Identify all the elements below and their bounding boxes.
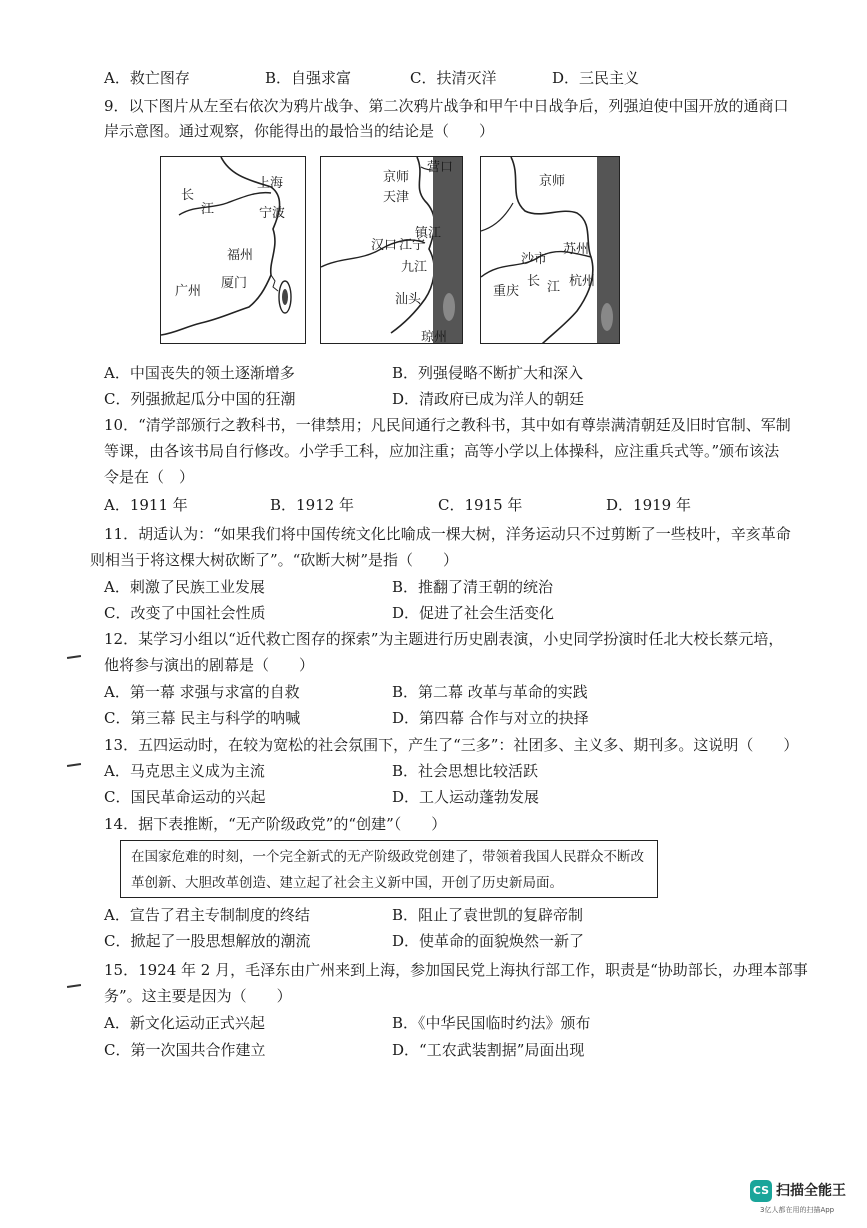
map2-label-jingshi: 京师 [383,170,410,185]
map3-label-chongqing: 重庆 [493,284,520,299]
q13-line1: 13．五四运动时，在较为宽松的社会氛围下，产生了“三多”：社团多、主义多、期刊多。这说明（ ） [104,736,799,754]
map1-label-jiang: 江 [201,202,215,217]
margin-mark [67,763,81,767]
map-opium-war [160,156,306,344]
map3-label-jiang: 江 [547,280,561,295]
q9-option-a: A．中国丧失的领土逐渐增多 [104,364,295,382]
map1-label-shanghai: 上海 [257,176,284,191]
map2-label-zhenjiang: 镇江 [415,226,442,241]
q12-line2: 他将参与演出的剧幕是（ ） [104,656,315,674]
q12-option-a: A．第一幕 求强与求富的自救 [104,683,300,701]
camscanner-name: 扫描全能王 [776,1183,846,1199]
map2-label-shantou: 汕头 [395,292,422,307]
map1-label-xiamen: 厦门 [221,276,248,291]
q11-line2: 则相当于将这棵大树砍断了”。“砍断大树”是指（ ） [90,551,459,569]
q10-option-c: C．1915 年 [438,496,523,514]
map1-label-guangzhou: 广州 [175,284,202,299]
margin-mark [67,984,81,988]
q12-option-b: B．第二幕 改革与革命的实践 [392,683,588,701]
map1-label-ningbo: 宁波 [259,206,286,221]
map2-label-jiujiang: 九江 [401,260,428,275]
q14-quote-box: 在国家危难的时刻，一个完全新式的无产阶级政党创建了，带领着我国人民群众不断改革创新、大胆改革创造、建立起了社会主义新中国，开创了历史新局面。 [120,840,658,898]
camscanner-tagline: 3亿人都在用的扫描App [760,1206,835,1214]
q9-option-b: B．列强侵略不断扩大和深入 [392,364,584,382]
map2-label-yingkou: 营口 [427,160,454,175]
q14-option-b: B．阻止了袁世凯的复辟帝制 [392,906,584,924]
margin-mark [67,655,81,659]
map1-label-fuzhou: 福州 [227,248,254,263]
q9-stem-line1: 9．以下图片从左至右依次为鸦片战争、第二次鸦片战争和甲午中日战争后，列强迫使中国开放的通商口 [104,97,789,115]
q15-line1: 15．1924 年 2 月，毛泽东由广州来到上海，参加国民党上海执行部工作，职责是“协助部长，办理本部事 [104,961,808,979]
q10-line1: 10．“清学部颁行之教科书，一律禁用；凡民间通行之教科书，其中如有尊崇满清朝廷及旧时官制、军制 [104,416,791,434]
q8-option-d: D．三民主义 [552,69,640,87]
q14-option-a: A．宣告了君主专制制度的终结 [104,906,310,924]
q8-option-b: B．自强求富 [265,69,352,87]
map2-label-tianjin: 天津 [383,190,410,205]
q13-option-c: C．国民革命运动的兴起 [104,788,266,806]
q10-line3: 令是在（ ） [104,468,195,486]
q12-option-d: D．第四幕 合作与对立的抉择 [392,709,589,727]
q13-option-b: B．社会思想比较活跃 [392,762,539,780]
q10-option-a: A．1911 年 [104,496,188,514]
q11-option-b: B．推翻了清王朝的统治 [392,578,554,596]
q9-stem-line2: 岸示意图。通过观察，你能得出的最恰当的结论是（ ） [104,122,495,140]
q10-option-b: B．1912 年 [270,496,354,514]
map3-label-suzhou: 苏州 [563,242,590,257]
q13-option-d: D．工人运动蓬勃发展 [392,788,540,806]
q15-line2: 务”。这主要是因为（ ） [104,987,292,1005]
map1-label-chang: 长 [181,188,195,203]
q14-line1: 14．据下表推断，“无产阶级政党”的“创建”（ ） [104,815,447,833]
q11-option-a: A．刺激了民族工业发展 [104,578,265,596]
map3-label-shashi: 沙市 [521,252,548,267]
q15-option-b: B．《中华民国临时约法》颁布 [392,1014,591,1032]
q10-option-d: D．1919 年 [606,496,691,514]
q11-option-d: D．促进了社会生活变化 [392,604,555,622]
map-sino-japanese-war [480,156,620,344]
q15-option-a: A．新文化运动正式兴起 [104,1014,265,1032]
q13-option-a: A．马克思主义成为主流 [104,762,265,780]
q12-option-c: C．第三幕 民主与科学的呐喊 [104,709,301,727]
q9-option-c: C．列强掀起瓜分中国的狂潮 [104,390,296,408]
q8-option-a: A．救亡图存 [104,69,190,87]
q15-option-c: C．第一次国共合作建立 [104,1041,266,1059]
q11-line1: 11．胡适认为：“如果我们将中国传统文化比喻成一棵大树，洋务运动只不过剪断了一些枝叶，辛亥革命 [104,525,791,543]
q9-option-d: D．清政府已成为洋人的朝廷 [392,390,585,408]
q8-option-c: C．扶清灭洋 [410,69,497,87]
q15-option-d: D．“工农武装割据”局面出现 [392,1041,585,1059]
map3-label-hangzhou: 杭州 [569,274,596,289]
map2-label-qiongzhou: 琼州 [421,330,448,344]
map2-label-jiangning: 江宁 [399,238,426,253]
q12-line1: 12．某学习小组以“近代救亡图存的探索”为主题进行历史剧表演，小史同学扮演时任北大校长蔡元培， [104,630,784,648]
map3-label-jingshi: 京师 [539,174,566,189]
map-second-opium-war [320,156,463,344]
q10-line2: 等课，由各该书局自行修改。小学手工科，应加注重；高等小学以上体操科，应注重兵式等。”颁布该法 [104,442,780,460]
map2-label-hankou: 汉口 [371,238,398,253]
q11-option-c: C．改变了中国社会性质 [104,604,266,622]
q14-option-d: D．使革命的面貌焕然一新了 [392,932,585,950]
camscanner-logo-icon: CS [750,1180,772,1202]
q14-option-c: C．掀起了一股思想解放的潮流 [104,932,311,950]
map3-label-chang: 长 [527,274,541,289]
